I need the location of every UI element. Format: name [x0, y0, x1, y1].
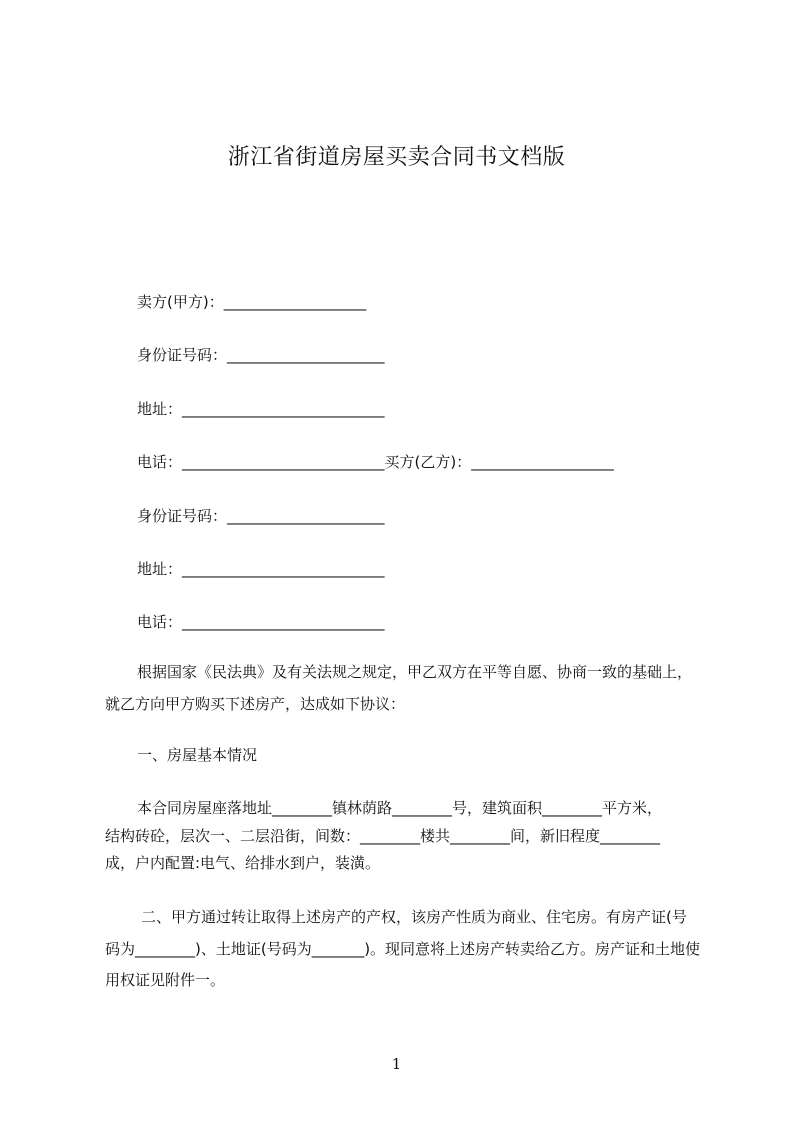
buyer-id-field: 身份证号码：_____________________: [137, 507, 385, 525]
section1-line1: 本合同房屋座落地址________镇林荫路________号，建筑面积________平方米，: [137, 799, 663, 817]
seller-name-field: 卖方(甲方)：___________________: [137, 293, 367, 311]
section1-heading: 一、房屋基本情况: [137, 746, 258, 764]
buyer-address-field: 地址：___________________________: [137, 560, 385, 578]
page-number: 1: [391, 1055, 402, 1073]
section2-paragraph: 二、甲方通过转让取得上述房产的产权，该房产性质为商业、住宅房。有房产证(号码为________)、土地证(号码为_______)。现同意将上述房产转卖给乙方。房产证和土地使用权证见附件一。: [105, 908, 701, 989]
section1-line3: 成，户内配置:电气、给排水到户，装潢。: [105, 854, 381, 872]
document-title: 浙江省街道房屋买卖合同书文档版: [227, 145, 566, 170]
seller-id-field: 身份证号码：_____________________: [137, 346, 385, 364]
intro-paragraph: 根据国家《民法典》及有关法规之规定，甲乙双方在平等自愿、协商一致的基础上，就乙方向甲方购买下述房产，达成如下协议：: [105, 663, 693, 713]
section1-line2: 结构砖砼，层次一、二层沿街，间数：________楼共________间，新旧程度________: [105, 827, 661, 845]
seller-phone-buyer-name-field: 电话：___________________________买方(乙方)：___________________: [137, 453, 614, 471]
seller-address-field: 地址：___________________________: [137, 400, 385, 418]
buyer-phone-field: 电话：___________________________: [137, 613, 385, 631]
